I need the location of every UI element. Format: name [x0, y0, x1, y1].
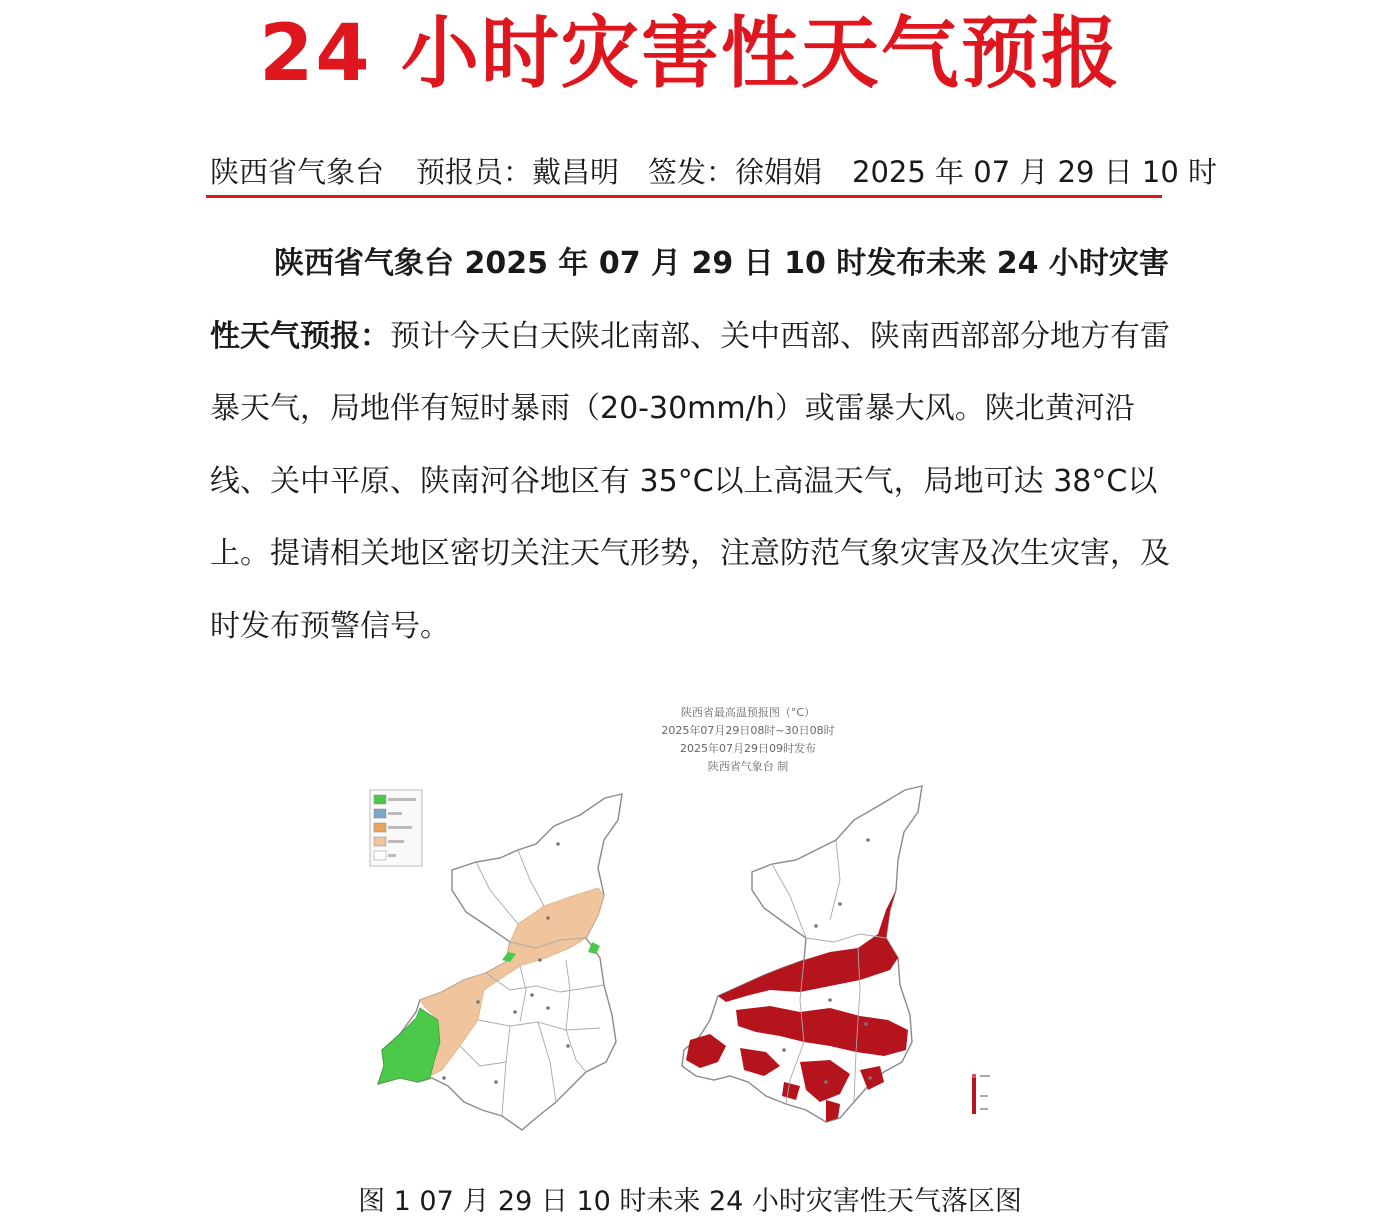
forecast-text: 预计今天白天陕北南部、关中西部、陕南西部部分地方有雷暴天气，局地伴有短时暴雨（20-30mm/h）或雷暴大风。陕北黄河沿线、关中平原、陕南河谷地区有 35°C以上高温天气，局地可达 38°C以上。提请相关地区密切关注天气形势，注意防范气象灾害及次生灾害，及时发布预警信号。: [210, 318, 1170, 644]
document-title: 24 小时灾害性天气预报: [259, 9, 1121, 99]
header-divider: [206, 195, 1162, 198]
issuer-name: 陕西省气象台: [210, 155, 385, 189]
right-map: [661, 705, 990, 1122]
left-map: [370, 790, 622, 1130]
left-map-legend: [370, 790, 422, 866]
forecast-lead: 陕西省气象台 2025 年 07 月 29 日 10 时发布未来 24 小时灾害性天气预报：: [210, 246, 1169, 354]
signer-name: 签发：徐娟娟: [648, 155, 823, 189]
right-map-title-line-1: 陕西省最高温预报图（°C）: [680, 706, 816, 719]
issue-datetime: 2025 年 07 月 29 日 10 时: [852, 155, 1218, 189]
left-map-thunder-zone: [378, 1008, 440, 1084]
forecaster-name: 预报员：戴昌明: [416, 155, 620, 189]
issuer-header: [210, 152, 1218, 192]
figure-caption: 图 1 07 月 29 日 10 时未来 24 小时灾害性天气落区图: [358, 1186, 1022, 1217]
right-map-title-line-3: 2025年07月29日09时发布: [680, 742, 816, 755]
forecast-paragraph: [210, 228, 1170, 663]
right-map-title: [661, 705, 834, 773]
right-map-title-line-4: 陕西省气象台 制: [707, 760, 789, 773]
right-map-title-line-2: 2025年07月29日08时~30日08时: [661, 724, 835, 737]
forecast-maps-figure: [360, 690, 1020, 1140]
right-map-legend: [972, 1074, 990, 1114]
